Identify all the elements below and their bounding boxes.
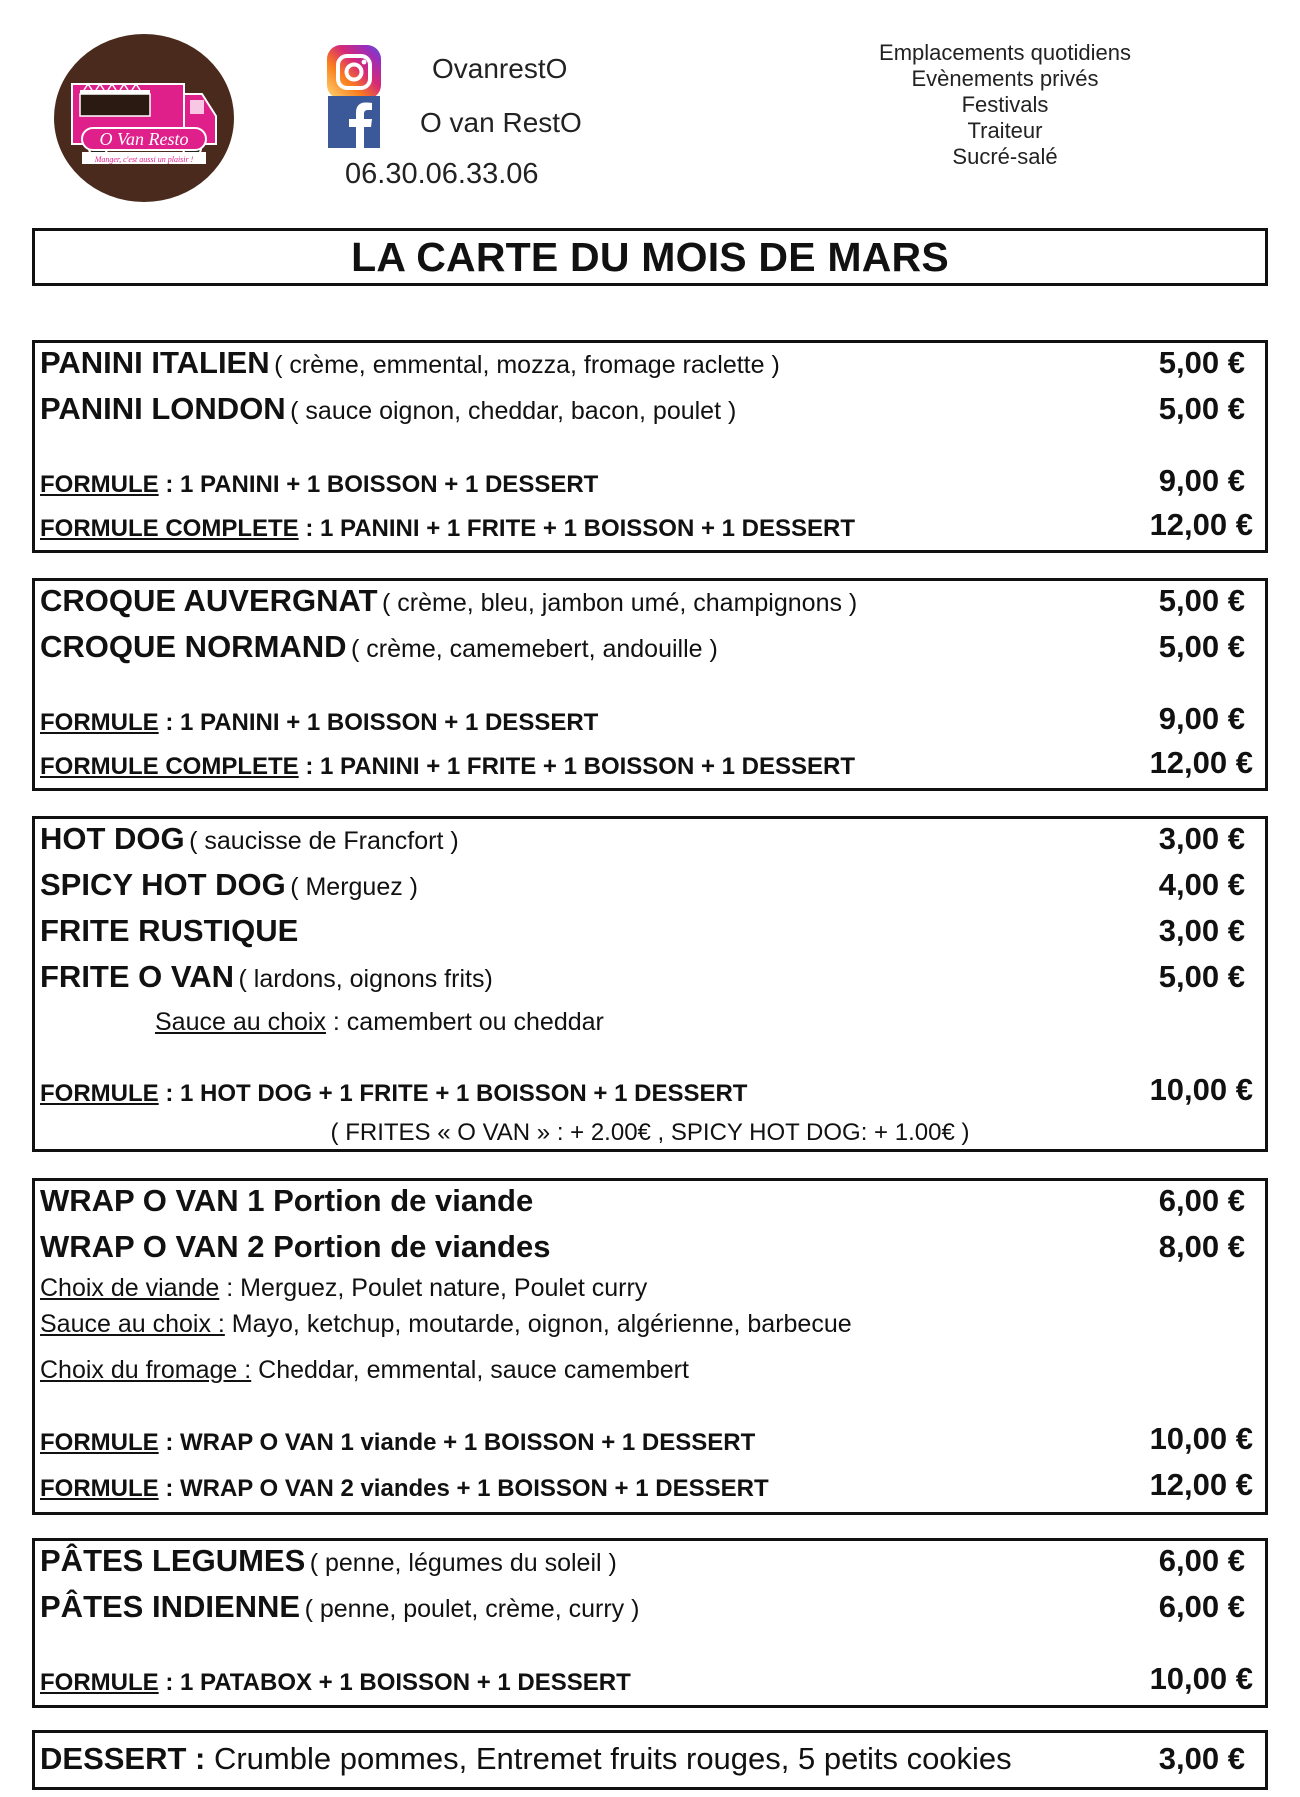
item-price: 5,00 € bbox=[1158, 345, 1245, 380]
item-details: ( crème, emmental, mozza, fromage raclette ) bbox=[274, 351, 780, 379]
service-item: Sucré-salé bbox=[952, 144, 1058, 169]
logo-text: O Van Resto bbox=[99, 129, 189, 149]
formula-line bbox=[35, 699, 1265, 743]
formula-text: : WRAP O VAN 2 viandes + 1 BOISSON + 1 DESSERT bbox=[158, 1475, 769, 1502]
item-name: PÂTES INDIENNE bbox=[40, 1589, 301, 1624]
menu-item bbox=[35, 343, 1265, 387]
formula-line bbox=[35, 1419, 1265, 1463]
formula-text: : 1 PANINI + 1 FRITE + 1 BOISSON + 1 DESSERT bbox=[298, 753, 856, 780]
supplement-note: ( FRITES « O VAN » : + 2.00€ , SPICY HOT DOG: + 1.00€ ) bbox=[330, 1119, 970, 1146]
formula-price: 10,00 € bbox=[1149, 1421, 1253, 1456]
formula-label: FORMULE bbox=[40, 709, 159, 736]
sauce-text: : camembert ou cheddar bbox=[325, 1008, 604, 1036]
formula-text: : WRAP O VAN 1 viande + 1 BOISSON + 1 DESSERT bbox=[158, 1429, 756, 1456]
option-line bbox=[35, 1347, 1265, 1391]
logo bbox=[52, 32, 236, 204]
services-list bbox=[845, 40, 1165, 170]
item-price: 5,00 € bbox=[1158, 391, 1245, 426]
menu-item bbox=[35, 1587, 1265, 1631]
menu-item bbox=[35, 911, 1265, 955]
option-text: : Merguez, Poulet nature, Poulet curry bbox=[219, 1274, 648, 1302]
item-details: ( penne, poulet, crème, curry ) bbox=[304, 1595, 640, 1623]
item-price: 3,00 € bbox=[1158, 821, 1245, 856]
formula-label: FORMULE bbox=[40, 1080, 159, 1107]
facebook-icon[interactable] bbox=[326, 96, 382, 148]
menu-item bbox=[35, 957, 1265, 1001]
page-title: LA CARTE DU MOIS DE MARS bbox=[351, 233, 949, 280]
menu-item bbox=[35, 1541, 1265, 1585]
item-details: ( crème, bleu, jambon umé, champignons ) bbox=[382, 589, 858, 617]
logo-slogan: Manger, c'est aussi un plaisir ! bbox=[94, 155, 194, 164]
item-price: 5,00 € bbox=[1158, 629, 1245, 664]
formula-text: : 1 PATABOX + 1 BOISSON + 1 DESSERT bbox=[158, 1669, 631, 1696]
item-name: SPICY HOT DOG bbox=[40, 867, 286, 902]
formula-line bbox=[35, 743, 1265, 787]
formula-label: FORMULE bbox=[40, 1475, 159, 1502]
item-details: ( Merguez ) bbox=[290, 873, 419, 901]
formula-label: FORMULE COMPLETE bbox=[40, 753, 299, 780]
item-name: FRITE RUSTIQUE bbox=[40, 913, 299, 948]
menu-section-croque bbox=[32, 578, 1268, 791]
item-name: PÂTES LEGUMES bbox=[40, 1543, 306, 1578]
item-price: 6,00 € bbox=[1158, 1183, 1245, 1218]
formula-text: : 1 PANINI + 1 BOISSON + 1 DESSERT bbox=[158, 709, 599, 736]
item-price: 3,00 € bbox=[1158, 913, 1245, 948]
menu-item bbox=[35, 389, 1265, 433]
menu-item bbox=[35, 627, 1265, 671]
item-name: PANINI LONDON bbox=[40, 391, 286, 426]
dessert-text: Crumble pommes, Entremet fruits rouges, 5 petits cookies bbox=[205, 1741, 1012, 1776]
item-price: 5,00 € bbox=[1158, 583, 1245, 618]
formula-price: 12,00 € bbox=[1149, 1467, 1253, 1502]
menu-section-dessert bbox=[32, 1730, 1268, 1790]
dessert-price: 3,00 € bbox=[1158, 1741, 1245, 1776]
item-price: 8,00 € bbox=[1158, 1229, 1245, 1264]
service-item: Emplacements quotidiens bbox=[879, 40, 1131, 65]
option-text: Cheddar, emmental, sauce camembert bbox=[251, 1356, 689, 1384]
formula-line bbox=[35, 1659, 1265, 1703]
option-label: Choix du fromage : bbox=[40, 1356, 252, 1384]
sauce-choice bbox=[35, 999, 1265, 1043]
item-details: ( penne, légumes du soleil ) bbox=[309, 1549, 617, 1577]
item-name: HOT DOG bbox=[40, 821, 185, 856]
service-item: Traiteur bbox=[967, 118, 1043, 143]
dessert-label: DESSERT : bbox=[40, 1741, 206, 1776]
formula-text: : 1 HOT DOG + 1 FRITE + 1 BOISSON + 1 DESSERT bbox=[158, 1080, 748, 1107]
page-title-box bbox=[32, 228, 1268, 286]
item-price: 5,00 € bbox=[1158, 959, 1245, 994]
formula-line bbox=[35, 461, 1265, 505]
item-name: WRAP O VAN 2 Portion de viandes bbox=[40, 1229, 551, 1264]
formula-price: 10,00 € bbox=[1149, 1661, 1253, 1696]
menu-section-hotdog bbox=[32, 816, 1268, 1152]
instagram-icon[interactable] bbox=[326, 44, 382, 100]
formula-price: 10,00 € bbox=[1149, 1072, 1253, 1107]
formula-line bbox=[35, 505, 1265, 549]
item-details: ( saucisse de Francfort ) bbox=[189, 827, 459, 855]
instagram-handle: OvanrestO bbox=[432, 53, 568, 84]
item-price: 6,00 € bbox=[1158, 1543, 1245, 1578]
menu-item bbox=[35, 1181, 1265, 1225]
item-price: 6,00 € bbox=[1158, 1589, 1245, 1624]
formula-line bbox=[35, 1465, 1265, 1509]
facebook-handle: O van RestO bbox=[420, 107, 582, 138]
menu-section-panini bbox=[32, 340, 1268, 553]
option-label: Choix de viande bbox=[40, 1274, 220, 1302]
sauce-label: Sauce au choix bbox=[155, 1008, 326, 1036]
formula-price: 12,00 € bbox=[1149, 745, 1253, 780]
service-item: Evènements privés bbox=[911, 66, 1099, 91]
formula-price: 9,00 € bbox=[1158, 701, 1245, 736]
item-name: FRITE O VAN bbox=[40, 959, 235, 994]
menu-item bbox=[35, 581, 1265, 625]
option-label: Sauce au choix : bbox=[40, 1310, 225, 1338]
formula-label: FORMULE bbox=[40, 471, 159, 498]
phone-number: 06.30.06.33.06 bbox=[345, 158, 539, 190]
option-line bbox=[35, 1301, 1265, 1345]
dessert-line bbox=[35, 1739, 1265, 1783]
service-item: Festivals bbox=[961, 92, 1049, 117]
item-name: WRAP O VAN 1 Portion de viande bbox=[40, 1183, 534, 1218]
item-name: CROQUE NORMAND bbox=[40, 629, 347, 664]
menu-section-pates bbox=[32, 1538, 1268, 1708]
item-details: ( lardons, oignons frits) bbox=[238, 965, 493, 993]
menu-item bbox=[35, 865, 1265, 909]
option-text: Mayo, ketchup, moutarde, oignon, algérienne, barbecue bbox=[224, 1310, 852, 1338]
formula-price: 9,00 € bbox=[1158, 463, 1245, 498]
menu-item bbox=[35, 819, 1265, 863]
formula-label: FORMULE bbox=[40, 1429, 159, 1456]
item-price: 4,00 € bbox=[1158, 867, 1245, 902]
formula-price: 12,00 € bbox=[1149, 507, 1253, 542]
formula-label: FORMULE COMPLETE bbox=[40, 515, 299, 542]
formula-text: : 1 PANINI + 1 FRITE + 1 BOISSON + 1 DESSERT bbox=[298, 515, 856, 542]
item-details: ( crème, camemebert, andouille ) bbox=[351, 635, 718, 663]
formula-label: FORMULE bbox=[40, 1669, 159, 1696]
item-name: PANINI ITALIEN bbox=[40, 345, 270, 380]
item-details: ( sauce oignon, cheddar, bacon, poulet ) bbox=[290, 397, 737, 425]
formula-line bbox=[35, 1070, 1265, 1114]
menu-section-wrap bbox=[32, 1178, 1268, 1515]
item-name: CROQUE AUVERGNAT bbox=[40, 583, 378, 618]
formula-text: : 1 PANINI + 1 BOISSON + 1 DESSERT bbox=[158, 471, 599, 498]
